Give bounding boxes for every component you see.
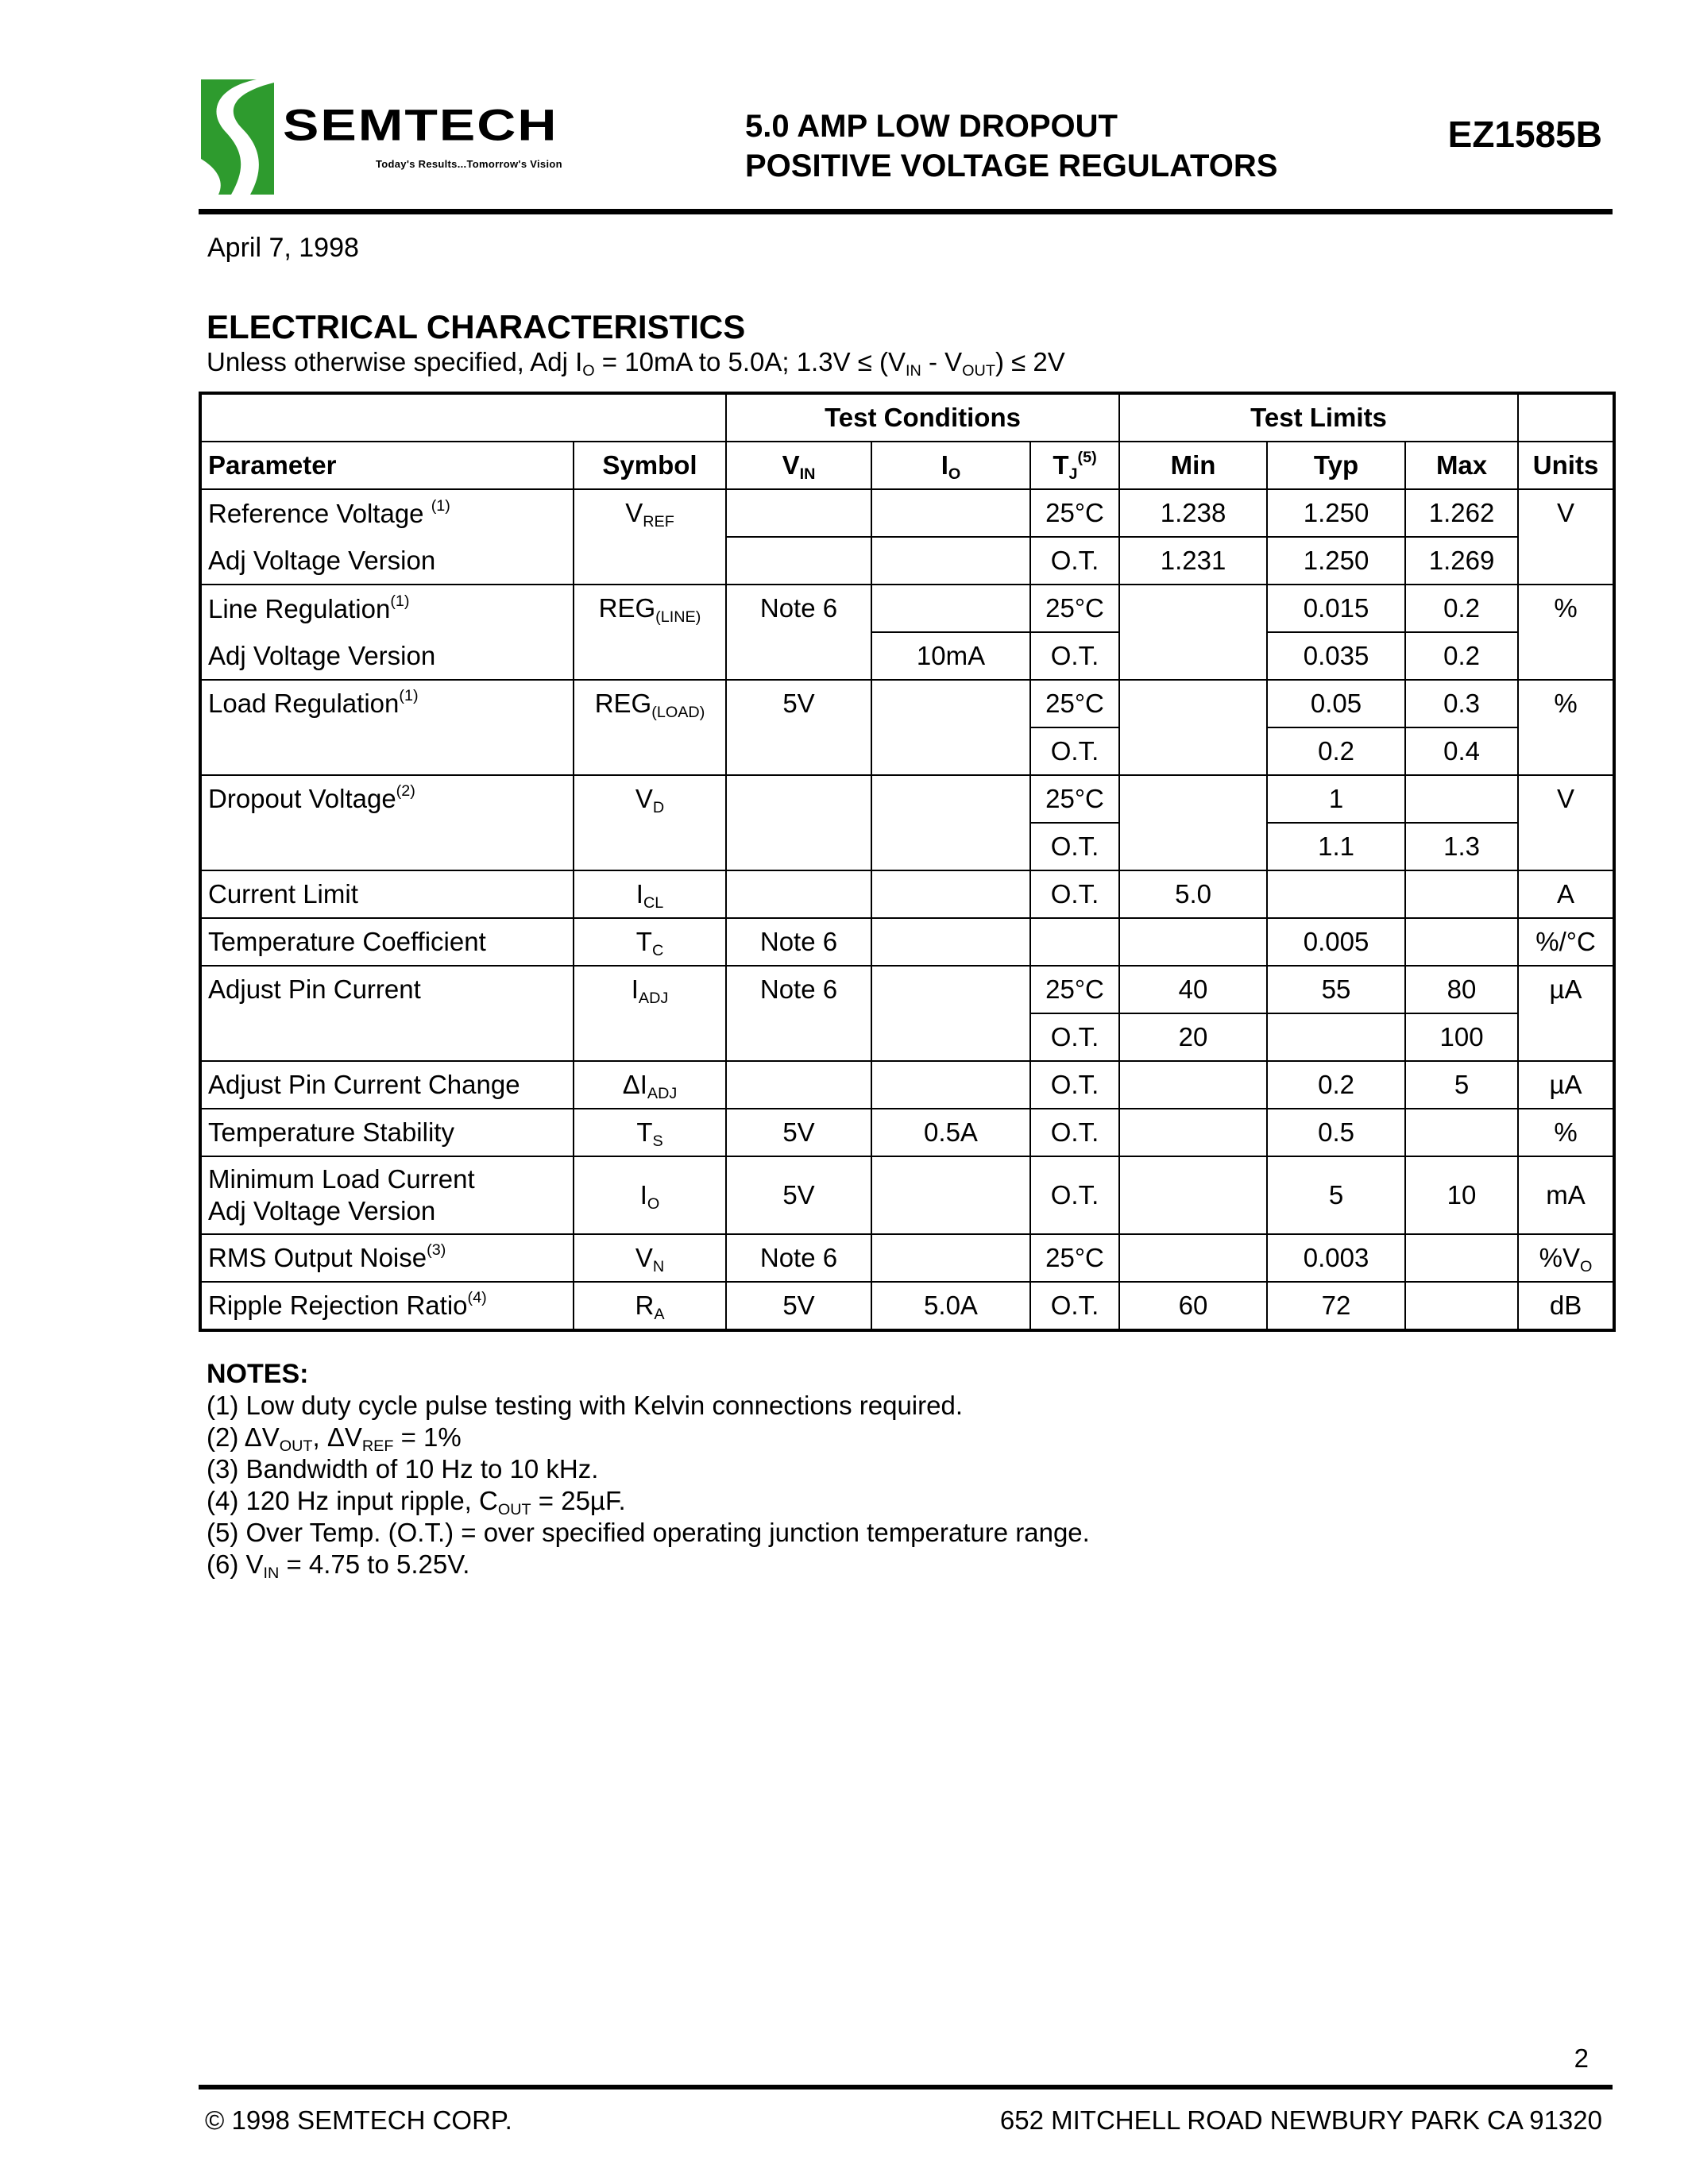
note-3: (3) Bandwidth of 10 Hz to 10 kHz.	[207, 1454, 599, 1484]
param-cell: Line Regulation$^{(1)}$	[200, 585, 574, 632]
footer-divider	[199, 2085, 1613, 2089]
col-vin: $V_{IN}$	[726, 442, 871, 489]
typ-cell: 0.003	[1267, 1234, 1405, 1282]
symbol-cell: $\Delta I_{ADJ}$	[574, 1061, 726, 1109]
notes-section	[207, 1358, 1090, 1580]
io-cell	[871, 680, 1030, 775]
semtech-s-logo-icon	[201, 79, 274, 195]
param-cell: Ripple Rejection Ratio$^{(4)}$	[200, 1282, 574, 1330]
units-cell: V	[1518, 489, 1614, 585]
table-row	[200, 966, 1614, 1013]
typ-cell: 1.250	[1267, 537, 1405, 585]
vin-cell	[726, 489, 871, 537]
io-cell	[871, 1156, 1030, 1234]
table-row	[200, 775, 1614, 823]
tj-cell: 25°C	[1030, 966, 1119, 1013]
note-4: (4) 120 Hz input ripple, $C_{OUT} = 25\mu F$.	[207, 1486, 626, 1518]
io-cell	[871, 1061, 1030, 1109]
symbol-cell: $I_{ADJ}$	[574, 966, 726, 1061]
symbol-cell: $I_O$	[574, 1156, 726, 1234]
note-5: (5) Over Temp. (O.T.) = over specified operating junction temperature range.	[207, 1518, 1090, 1547]
symbol-cell: $T_C$	[574, 918, 726, 966]
param-cell: Temperature Coefficient	[200, 918, 574, 966]
param-cell: Reference Voltage $^{(1)}$	[200, 489, 574, 537]
symbol-cell: $V_{REF}$	[574, 489, 726, 585]
units-cell: %	[1518, 680, 1614, 775]
title-line-2: POSITIVE VOLTAGE REGULATORS	[745, 149, 1278, 183]
max-cell: 10	[1405, 1156, 1518, 1234]
symbol-cell: $I_{CL}$	[574, 870, 726, 918]
units-cell: %/°C	[1518, 918, 1614, 966]
io-cell	[871, 870, 1030, 918]
min-cell	[1119, 1234, 1267, 1282]
table-row	[200, 632, 1614, 680]
min-cell: 60	[1119, 1282, 1267, 1330]
units-cell: $\%V_O$	[1518, 1234, 1614, 1282]
blank-header-cell	[200, 393, 726, 442]
symbol-cell: $V_D$	[574, 775, 726, 870]
test-conditions-header: Test Conditions	[726, 393, 1119, 442]
table-row	[200, 1061, 1614, 1109]
io-cell: 0.5A	[871, 1109, 1030, 1156]
vin-cell: 5V	[726, 680, 871, 775]
typ-cell: 1.1	[1267, 823, 1405, 870]
tj-cell: 25°C	[1030, 775, 1119, 823]
units-cell: %	[1518, 1109, 1614, 1156]
vin-cell: Note 6	[726, 966, 871, 1061]
col-io: $I_O$	[871, 442, 1030, 489]
col-parameter: Parameter	[200, 442, 574, 489]
col-tj: $T_J^{(5)}$	[1030, 442, 1119, 489]
table-row	[200, 537, 1614, 585]
io-cell	[871, 966, 1030, 1061]
test-limits-header: Test Limits	[1119, 393, 1518, 442]
typ-cell: 72	[1267, 1282, 1405, 1330]
tj-cell: O.T.	[1030, 1013, 1119, 1061]
table-row	[200, 918, 1614, 966]
max-cell	[1405, 918, 1518, 966]
table-row	[200, 1234, 1614, 1282]
tj-cell: 25°C	[1030, 680, 1119, 727]
min-cell	[1119, 585, 1267, 680]
units-cell: dB	[1518, 1282, 1614, 1330]
logo-tagline: Today's Results...Tomorrow's Vision	[376, 158, 562, 170]
units-cell: µA	[1518, 966, 1614, 1061]
tj-cell: 25°C	[1030, 585, 1119, 632]
logo-wordmark: SEMTECH	[283, 100, 558, 151]
part-number: EZ1585B	[1447, 114, 1602, 155]
typ-cell: 1	[1267, 775, 1405, 823]
blank-units-header	[1518, 393, 1614, 442]
vin-cell	[726, 1061, 871, 1109]
column-header-row	[200, 442, 1614, 489]
min-cell: 5.0	[1119, 870, 1267, 918]
col-max: Max	[1405, 442, 1518, 489]
min-cell: 40	[1119, 966, 1267, 1013]
typ-cell: 1.250	[1267, 489, 1405, 537]
page-number: 2	[1574, 2043, 1589, 2073]
io-cell	[871, 585, 1030, 632]
group-header-row	[200, 393, 1614, 442]
note-2: (2) $\Delta V_{OUT}$, $\Delta V_{REF} = 1\%$	[207, 1422, 462, 1455]
io-cell	[871, 489, 1030, 537]
units-cell: mA	[1518, 1156, 1614, 1234]
max-cell	[1405, 775, 1518, 823]
typ-cell: 0.015	[1267, 585, 1405, 632]
col-typ: Typ	[1267, 442, 1405, 489]
semtech-logo	[201, 79, 678, 197]
min-cell	[1119, 1061, 1267, 1109]
param-cell: Adjust Pin Current	[200, 966, 574, 1061]
typ-cell: 0.035	[1267, 632, 1405, 680]
test-conditions-note: Unless otherwise specified, Adj $I_O = 10mA$ to 5.0A; $1.3V \le (V_{IN} - V_{OUT}) \le 2V$	[207, 347, 1065, 380]
max-cell: 0.4	[1405, 727, 1518, 775]
max-cell	[1405, 1282, 1518, 1330]
max-cell: 0.2	[1405, 585, 1518, 632]
typ-cell: 0.2	[1267, 1061, 1405, 1109]
io-cell	[871, 1234, 1030, 1282]
units-cell: A	[1518, 870, 1614, 918]
typ-cell: 5	[1267, 1156, 1405, 1234]
tj-cell: O.T.	[1030, 1061, 1119, 1109]
table-row	[200, 870, 1614, 918]
io-cell	[871, 775, 1030, 870]
tj-cell: 25°C	[1030, 1234, 1119, 1282]
typ-cell	[1267, 870, 1405, 918]
min-cell: 1.231	[1119, 537, 1267, 585]
tj-cell: O.T.	[1030, 870, 1119, 918]
vin-cell: Note 6	[726, 585, 871, 680]
units-cell: %	[1518, 585, 1614, 680]
min-cell	[1119, 680, 1267, 775]
max-cell	[1405, 1234, 1518, 1282]
max-cell: 100	[1405, 1013, 1518, 1061]
typ-cell: 0.5	[1267, 1109, 1405, 1156]
typ-cell	[1267, 1013, 1405, 1061]
header-divider	[199, 209, 1613, 214]
table-row	[200, 585, 1614, 632]
typ-cell: 0.2	[1267, 727, 1405, 775]
vin-cell: 5V	[726, 1109, 871, 1156]
vin-cell	[726, 870, 871, 918]
io-cell	[871, 918, 1030, 966]
max-cell: 1.269	[1405, 537, 1518, 585]
tj-cell: O.T.	[1030, 823, 1119, 870]
col-units: Units	[1518, 442, 1614, 489]
symbol-cell: $V_N$	[574, 1234, 726, 1282]
min-cell	[1119, 918, 1267, 966]
units-cell: V	[1518, 775, 1614, 870]
param-cell: Load Regulation$^{(1)}$	[200, 680, 574, 775]
symbol-cell: $R_A$	[574, 1282, 726, 1330]
typ-cell: 55	[1267, 966, 1405, 1013]
max-cell: 1.262	[1405, 489, 1518, 537]
copyright-text: © 1998 SEMTECH CORP.	[205, 2105, 512, 2135]
table-row	[200, 1156, 1614, 1234]
min-cell: 20	[1119, 1013, 1267, 1061]
note-6: (6) $V_{IN} = 4.75$ to 5.25V.	[207, 1549, 470, 1582]
max-cell: 0.3	[1405, 680, 1518, 727]
max-cell	[1405, 870, 1518, 918]
vin-cell: Note 6	[726, 1234, 871, 1282]
electrical-characteristics-table	[199, 392, 1616, 1332]
param-cell: Adj Voltage Version	[200, 632, 574, 680]
vin-cell: 5V	[726, 1156, 871, 1234]
col-min: Min	[1119, 442, 1267, 489]
symbol-cell: $REG_{(LINE)}$	[574, 585, 726, 680]
max-cell: 0.2	[1405, 632, 1518, 680]
document-title	[745, 106, 1277, 186]
io-cell: 10mA	[871, 632, 1030, 680]
units-cell: µA	[1518, 1061, 1614, 1109]
table-row	[200, 1282, 1614, 1330]
max-cell: 80	[1405, 966, 1518, 1013]
table-row	[200, 1109, 1614, 1156]
max-cell: 5	[1405, 1061, 1518, 1109]
vin-cell: Note 6	[726, 918, 871, 966]
col-symbol: Symbol	[574, 442, 726, 489]
max-cell	[1405, 1109, 1518, 1156]
typ-cell: 0.005	[1267, 918, 1405, 966]
param-cell: Temperature Stability	[200, 1109, 574, 1156]
section-title: ELECTRICAL CHARACTERISTICS	[207, 308, 746, 345]
vin-cell	[726, 537, 871, 585]
min-cell: 1.238	[1119, 489, 1267, 537]
note-1: (1) Low duty cycle pulse testing with Kelvin connections required.	[207, 1391, 963, 1420]
param-cell: Minimum Load Current Adj Voltage Version	[200, 1156, 574, 1234]
io-cell: 5.0A	[871, 1282, 1030, 1330]
min-cell	[1119, 775, 1267, 870]
tj-cell: O.T.	[1030, 1109, 1119, 1156]
table-row	[200, 680, 1614, 727]
symbol-cell: $REG_{(LOAD)}$	[574, 680, 726, 775]
symbol-cell: $T_S$	[574, 1109, 726, 1156]
table-row	[200, 489, 1614, 537]
tj-cell: O.T.	[1030, 632, 1119, 680]
min-cell	[1119, 1156, 1267, 1234]
param-cell: Current Limit	[200, 870, 574, 918]
document-date: April 7, 1998	[207, 233, 359, 263]
notes-heading: NOTES:	[207, 1359, 309, 1389]
tj-cell: O.T.	[1030, 1282, 1119, 1330]
title-line-1: 5.0 AMP LOW DROPOUT	[745, 109, 1118, 144]
max-cell: 1.3	[1405, 823, 1518, 870]
tj-cell: 25°C	[1030, 489, 1119, 537]
tj-cell: O.T.	[1030, 1156, 1119, 1234]
vin-cell	[726, 775, 871, 870]
typ-cell: 0.05	[1267, 680, 1405, 727]
tj-cell	[1030, 918, 1119, 966]
min-cell	[1119, 1109, 1267, 1156]
param-cell: Adjust Pin Current Change	[200, 1061, 574, 1109]
company-address: 652 MITCHELL ROAD NEWBURY PARK CA 91320	[999, 2105, 1602, 2135]
param-cell: RMS Output Noise$^{(3)}$	[200, 1234, 574, 1282]
vin-cell: 5V	[726, 1282, 871, 1330]
tj-cell: O.T.	[1030, 727, 1119, 775]
param-cell: Dropout Voltage$^{(2)}$	[200, 775, 574, 870]
param-cell: Adj Voltage Version	[200, 537, 574, 585]
io-cell	[871, 537, 1030, 585]
tj-cell: O.T.	[1030, 537, 1119, 585]
